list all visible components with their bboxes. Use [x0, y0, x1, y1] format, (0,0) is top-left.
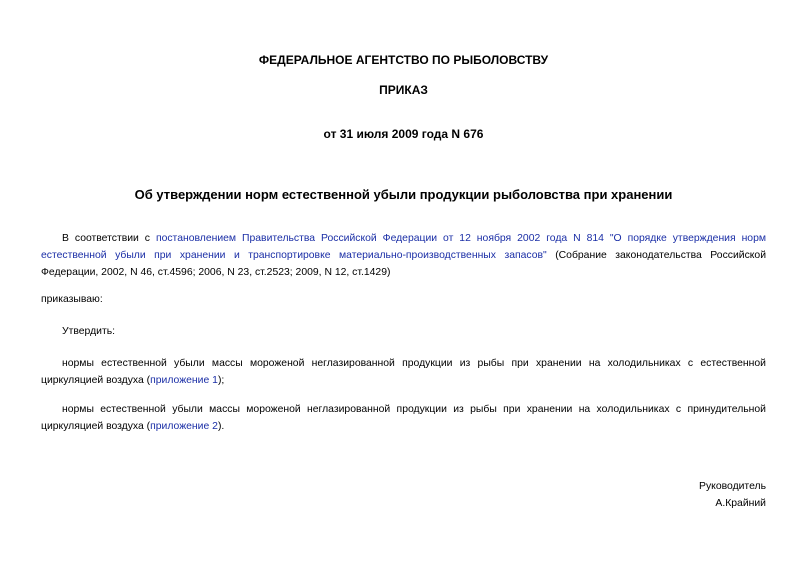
order-word-paragraph: приказываю:	[41, 294, 103, 305]
appendix-2-link[interactable]: приложение 2	[150, 421, 218, 432]
preamble-text-before: В соответствии с	[62, 233, 156, 244]
preamble-text-after: (Собрание законодательства Российской Федерации, 2002, N 46, ст.4596; 2006, N 23, ст.2523; 2009, N 12, ст.1429)	[41, 250, 767, 278]
government-decree-link[interactable]: постановлением Правительства Российской Федерации от 12 ноября 2002 года N 814 "О порядке утверждения норм естественной убыли при хранении и транспортировке материально-производственных запасов"	[41, 233, 767, 261]
signature-block	[699, 478, 766, 512]
signatory-name: А.Крайний	[715, 498, 766, 509]
appendix-1-link[interactable]: приложение 1	[150, 375, 218, 386]
norms-natural-circulation-paragraph	[41, 355, 766, 389]
approve-paragraph: Утвердить:	[62, 326, 116, 337]
agency-heading: ФЕДЕРАЛЬНОЕ АГЕНТСТВО ПО РЫБОЛОВСТВУ	[258, 53, 549, 67]
document-title: Об утверждении норм естественной убыли продукции рыболовства при хранении	[134, 187, 673, 202]
signatory-position: Руководитель	[699, 481, 766, 492]
document-date-number: от 31 июля 2009 года N 676	[323, 127, 484, 141]
norms-forced-circulation-paragraph	[41, 401, 766, 435]
norms-1-text-after: );	[217, 375, 225, 386]
norms-1-text-before: нормы естественной убыли массы мороженой неглазированной продукции из рыбы при хранении на холодильниках с естественной циркуляцией воздуха (	[41, 358, 766, 386]
norms-2-text-before: нормы естественной убыли массы мороженой неглазированной продукции из рыбы при хранении на холодильниках с принудительной циркуляцией воздуха (	[41, 404, 766, 432]
document-type-heading: ПРИКАЗ	[379, 83, 428, 97]
preamble-paragraph	[41, 230, 766, 281]
norms-2-text-after: ).	[217, 421, 225, 432]
